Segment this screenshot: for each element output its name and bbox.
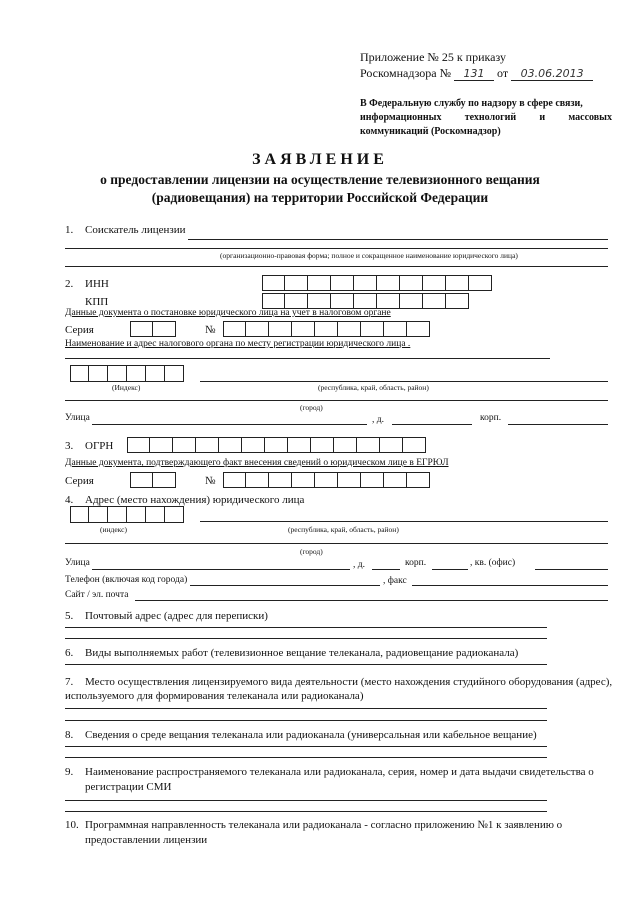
legal-index-caption: (индекс): [100, 525, 127, 534]
addressee-line-1: В Федеральную службу по надзору в сфере связи,: [360, 98, 583, 109]
tax-house-label: , д.: [372, 415, 384, 425]
legal-korp-line[interactable]: [432, 569, 468, 570]
appendix-line-2: [360, 66, 593, 81]
appendix-order-number: 131: [454, 67, 494, 81]
inn-label: ИНН: [85, 278, 109, 290]
tax-street-line[interactable]: [92, 424, 367, 425]
legal-region-line[interactable]: [200, 521, 608, 522]
section-9-number: 9.: [65, 766, 74, 778]
addressee-line-3: коммуникаций (Роскомнадзор): [360, 126, 501, 137]
postal-address-line-1[interactable]: [65, 627, 547, 628]
legal-house-label: , д.: [353, 560, 365, 570]
tax-korp-line[interactable]: [508, 424, 608, 425]
broadcast-medium-line-2[interactable]: [65, 757, 547, 758]
tax-doc-series-cells[interactable]: [130, 321, 176, 337]
legal-city-caption: (город): [300, 547, 323, 556]
section-4-number: 4.: [65, 494, 74, 506]
document-subtitle-2: (радиовещания) на территории Российской Федерации: [151, 190, 489, 205]
programming-label-2: предоставлении лицензии: [85, 834, 208, 846]
appendix-order-label: Роскомнадзора №: [360, 66, 452, 80]
appendix-line-1: Приложение № 25 к приказу: [360, 50, 506, 64]
egrul-doc-title: Данные документа, подтверждающего факт внесения сведений о юридическом лице в ЕГРЮЛ: [65, 458, 449, 468]
broadcast-medium-label: Сведения о среде вещания телеканала или радиоканала (универсальная или кабельное вещание): [85, 729, 537, 741]
fax-label: , факс: [383, 576, 407, 586]
tax-doc-number-cells[interactable]: [223, 321, 430, 337]
document-title: ЗАЯВЛЕНИЕ: [252, 151, 388, 168]
media-registration-label-1: Наименование распространяемого телеканала или радиоканала, серия, номер и дата выдачи свидетельства о: [85, 766, 594, 778]
section-10-number: 10.: [65, 819, 79, 831]
site-email-label: Сайт / эл. почта: [65, 590, 129, 600]
applicant-caption: (организационно-правовая форма; полное и сокращенное наименование юридического лица): [220, 251, 518, 260]
addressee-word-1: информационных: [360, 112, 442, 123]
document-subtitle-1: о предоставлении лицензии на осуществление телевизионного вещания: [100, 172, 540, 187]
tax-authority-title: Наименование и адрес налогового органа по месту регистрации юридического лица .: [65, 339, 411, 349]
legal-street-label: Улица: [65, 558, 90, 568]
legal-region-caption: (республика, край, область, район): [288, 525, 399, 534]
legal-korp-label: корп.: [405, 558, 427, 568]
phone-line[interactable]: [190, 585, 380, 586]
tax-doc-number-label: №: [205, 324, 216, 336]
inn-cells[interactable]: [262, 275, 492, 291]
postal-address-line-2[interactable]: [65, 638, 547, 639]
addressee-word-4: массовых: [568, 112, 612, 123]
ogrn-label: ОГРН: [85, 440, 114, 452]
section-2-number: 2.: [65, 278, 74, 290]
legal-office-line[interactable]: [535, 569, 608, 570]
applicant-label: Соискатель лицензии: [85, 224, 186, 236]
addressee-word-2: технологий: [464, 112, 517, 123]
fax-line[interactable]: [412, 585, 608, 586]
egrul-series-cells[interactable]: [130, 472, 176, 488]
applicant-line-2[interactable]: [65, 248, 608, 249]
tax-city-line[interactable]: [65, 400, 608, 401]
legal-street-line[interactable]: [92, 569, 350, 570]
kpp-cells[interactable]: [262, 293, 469, 309]
legal-address-label: Адрес (место нахождения) юридического лица: [85, 494, 305, 506]
phone-label: Телефон (включая код города): [65, 575, 188, 585]
tax-region-caption: (республика, край, область, район): [318, 383, 429, 392]
addressee-word-3: и: [539, 112, 546, 123]
media-registration-line-1[interactable]: [65, 800, 547, 801]
legal-index-cells[interactable]: [70, 506, 184, 523]
tax-korp-label: корп.: [480, 413, 502, 423]
section-7-number: 7.: [65, 676, 74, 688]
applicant-line-3[interactable]: [65, 266, 608, 267]
legal-city-line[interactable]: [65, 543, 608, 544]
postal-address-label: Почтовый адрес (адрес для переписки): [85, 610, 268, 622]
tax-registration-doc-title: Данные документа о постановке юридического лица на учет в налоговом органе: [65, 308, 391, 318]
ogrn-cells[interactable]: [127, 437, 426, 453]
kpp-label: КПП: [85, 296, 109, 308]
section-3-number: 3.: [65, 440, 74, 452]
section-6-number: 6.: [65, 647, 74, 659]
work-types-label: Виды выполняемых работ (телевизионное вещание телеканала, радиовещание радиоканала): [85, 647, 519, 659]
activity-place-label-1: Место осуществления лицензируемого вида деятельности (место нахождения студийного оборудования (адрес),: [85, 676, 613, 688]
activity-place-label-2: используемого для формирования телеканала или радиоканала): [65, 690, 364, 702]
egrul-number-label: №: [205, 475, 216, 487]
section-8-number: 8.: [65, 729, 74, 741]
legal-office-label: , кв. (офис): [470, 558, 516, 568]
addressee-line-2: [360, 112, 612, 123]
tax-street-label: Улица: [65, 413, 90, 423]
tax-index-cells[interactable]: [70, 365, 184, 382]
work-types-line[interactable]: [65, 664, 547, 665]
appendix-date-label: от: [497, 66, 509, 80]
section-5-number: 5.: [65, 610, 74, 622]
media-registration-label-2: регистрации СМИ: [85, 781, 172, 793]
applicant-line[interactable]: [188, 239, 608, 240]
tax-index-caption: (Индекс): [112, 383, 141, 392]
activity-place-line-1[interactable]: [65, 708, 547, 709]
broadcast-medium-line-1[interactable]: [65, 746, 547, 747]
programming-label-1: Программная направленность телеканала или радиоканала - согласно приложению №1 к заявлению о: [85, 819, 563, 831]
section-1-number: 1.: [65, 224, 74, 236]
activity-place-line-2[interactable]: [65, 720, 547, 721]
egrul-number-cells[interactable]: [223, 472, 430, 488]
tax-house-line[interactable]: [392, 424, 472, 425]
appendix-order-date: 03.06.2013: [511, 67, 593, 81]
site-email-line[interactable]: [135, 600, 608, 601]
egrul-series-label: Серия: [65, 475, 94, 487]
tax-doc-series-label: Серия: [65, 324, 94, 336]
legal-house-line[interactable]: [372, 569, 400, 570]
tax-region-line[interactable]: [200, 381, 608, 382]
media-registration-line-2[interactable]: [65, 811, 547, 812]
tax-city-caption: (город): [300, 403, 323, 412]
tax-authority-line[interactable]: [65, 358, 550, 359]
